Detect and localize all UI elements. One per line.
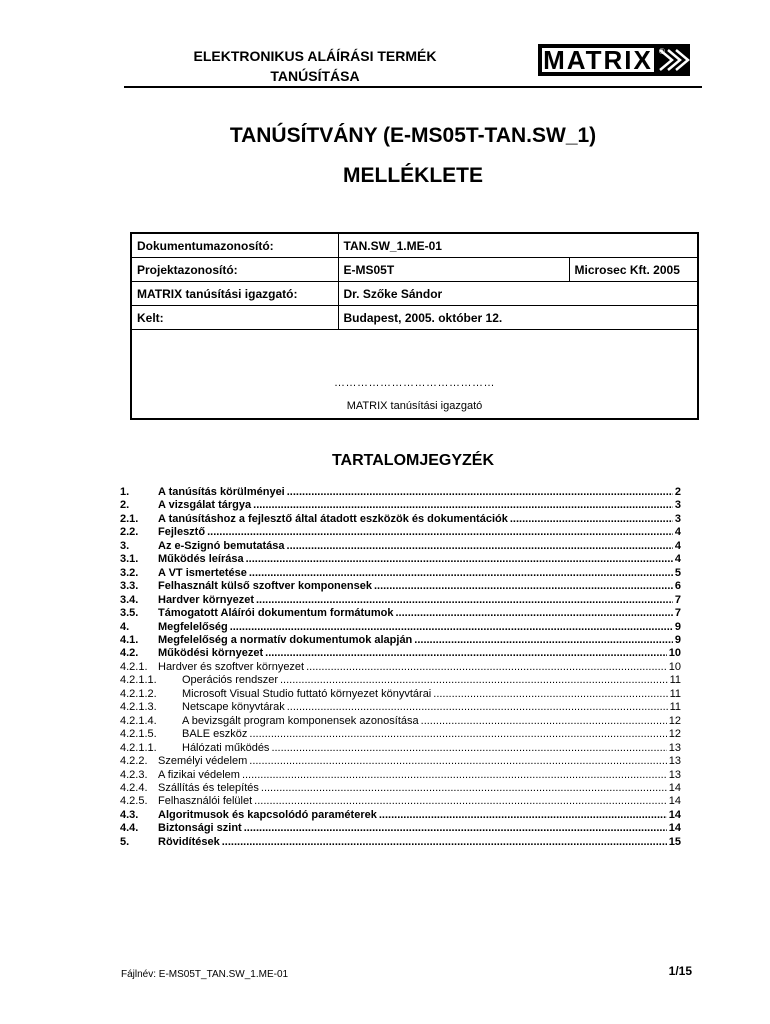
toc-page: 12 bbox=[668, 714, 681, 727]
toc-page: 15 bbox=[668, 835, 681, 848]
toc-item[interactable] bbox=[120, 674, 681, 687]
toc-item[interactable] bbox=[120, 634, 681, 647]
toc-page: 7 bbox=[674, 593, 681, 606]
toc-number: 4.4. bbox=[120, 822, 139, 835]
toc-item[interactable] bbox=[120, 769, 681, 782]
toc-page: 9 bbox=[674, 633, 681, 646]
header-title-line1: ELEKTRONIKUS ALÁÍRÁSI TERMÉK bbox=[193, 48, 437, 64]
toc-item[interactable] bbox=[120, 661, 681, 674]
toc-title: A tanúsításhoz a fejlesztő által átadott eszközök és dokumentációk bbox=[158, 512, 508, 525]
doc-id-value: TAN.SW_1.ME-01 bbox=[338, 234, 697, 258]
doc-id-label: Dokumentumazonosító: bbox=[132, 234, 338, 258]
toc-page: 13 bbox=[668, 741, 681, 754]
toc-number: 4.2.3. bbox=[120, 768, 148, 781]
toc-title: Támogatott Aláírói dokumentum formátumok bbox=[158, 607, 394, 620]
toc-item[interactable] bbox=[120, 526, 681, 539]
toc-title: Az e-Szignó bemutatása bbox=[158, 539, 285, 552]
toc-item[interactable] bbox=[120, 809, 681, 822]
toc-number: 4.2. bbox=[120, 647, 139, 660]
toc-page: 3 bbox=[674, 499, 681, 512]
toc-title: BALE eszköz bbox=[182, 728, 248, 741]
toc-number: 4.2.1.3. bbox=[120, 701, 157, 714]
toc-number: 2. bbox=[120, 499, 130, 512]
toc-item[interactable] bbox=[120, 822, 681, 835]
toc-page: 5 bbox=[674, 566, 681, 579]
toc-page: 10 bbox=[668, 647, 681, 660]
toc-title: A tanúsítás körülményei bbox=[158, 486, 285, 498]
info-row-date bbox=[132, 306, 697, 330]
toc-item[interactable] bbox=[120, 715, 681, 728]
document-title: TANÚSÍTVÁNY (E-MS05T-TAN.SW_1) bbox=[229, 124, 597, 147]
signature-line: …………………………………… bbox=[334, 377, 495, 389]
toc-title: Fejlesztő bbox=[158, 526, 206, 539]
toc-item[interactable] bbox=[120, 755, 681, 768]
toc-title: Működési környezet bbox=[158, 647, 264, 660]
toc-number: 5. bbox=[120, 835, 130, 848]
toc-page: 6 bbox=[674, 580, 681, 593]
toc-item[interactable] bbox=[120, 782, 681, 795]
toc-number: 3.5. bbox=[120, 607, 139, 620]
document-subtitle: MELLÉKLETE bbox=[343, 164, 483, 187]
toc-title: Algoritmusok és kapcsolódó paraméterek bbox=[158, 808, 377, 821]
toc-item[interactable] bbox=[120, 688, 681, 701]
toc-title: A VT ismertetése bbox=[158, 566, 247, 579]
toc-item[interactable] bbox=[120, 594, 681, 607]
project-id-value: E-MS05T bbox=[338, 258, 569, 282]
toc-page: 9 bbox=[674, 620, 681, 633]
toc-title: Felhasználói felület bbox=[158, 795, 253, 808]
document-info-table bbox=[132, 234, 697, 330]
toc-title: A bevizsgált program komponensek azonosítása bbox=[182, 714, 419, 727]
toc-number: 1. bbox=[120, 486, 130, 498]
footer-page-number: 1/15 bbox=[668, 964, 692, 978]
toc-item[interactable] bbox=[120, 701, 681, 714]
toc-title: Megfelelőség bbox=[158, 620, 228, 633]
toc-item[interactable] bbox=[120, 486, 681, 499]
toc-page: 13 bbox=[668, 768, 681, 781]
toc-item[interactable] bbox=[120, 553, 681, 566]
info-row-director bbox=[132, 282, 697, 306]
toc-item[interactable] bbox=[120, 607, 681, 620]
signature-label: MATRIX tanúsítási igazgató bbox=[346, 400, 483, 412]
toc-title: Microsoft Visual Studio futtató környezet könyvtárai bbox=[182, 687, 432, 700]
toc-title: A vizsgálat tárgya bbox=[158, 499, 252, 512]
footer-filename: Fájlnév: E-MS05T_TAN.SW_1.ME-01 bbox=[121, 969, 289, 980]
logo-registered-mark: ® bbox=[659, 47, 665, 56]
toc-page: 13 bbox=[668, 755, 681, 768]
header-divider bbox=[124, 86, 702, 88]
toc-item[interactable] bbox=[120, 621, 681, 634]
toc-title: Operációs rendszer bbox=[182, 674, 278, 687]
toc-item[interactable] bbox=[120, 836, 681, 849]
toc-item[interactable] bbox=[120, 728, 681, 741]
director-label: MATRIX tanúsítási igazgató: bbox=[132, 282, 338, 306]
toc-number: 4.2.5. bbox=[120, 795, 148, 808]
matrix-logo bbox=[538, 44, 690, 76]
toc-page: 4 bbox=[674, 539, 681, 552]
project-client: Microsec Kft. 2005 bbox=[569, 258, 697, 282]
director-value: Dr. Szőke Sándor bbox=[338, 282, 697, 306]
toc-number: 4. bbox=[120, 620, 130, 633]
toc-item[interactable] bbox=[120, 580, 681, 593]
toc-number: 4.1. bbox=[120, 633, 139, 646]
info-row-project-id bbox=[132, 258, 697, 282]
header-title bbox=[150, 46, 480, 86]
toc-item[interactable] bbox=[120, 567, 681, 580]
toc-heading: TARTALOMJEGYZÉK bbox=[331, 452, 495, 469]
toc-number: 4.2.1. bbox=[120, 660, 148, 673]
toc-number: 3.4. bbox=[120, 593, 139, 606]
toc-title: Biztonsági szint bbox=[158, 822, 242, 835]
toc-title: Hálózati működés bbox=[182, 741, 270, 754]
toc-title: A fizikai védelem bbox=[158, 768, 240, 781]
toc-title: Szállítás és telepítés bbox=[158, 781, 259, 794]
toc-title: Működés leírása bbox=[158, 553, 244, 566]
toc-number: 3. bbox=[120, 539, 130, 552]
toc-number: 2.1. bbox=[120, 512, 139, 525]
toc-title: Személyi védelem bbox=[158, 755, 248, 768]
toc-title: Hardver környezet bbox=[158, 593, 254, 606]
date-value: Budapest, 2005. október 12. bbox=[338, 306, 697, 330]
toc-number: 4.2.1.4. bbox=[120, 714, 157, 727]
toc-title: Megfelelőség a normatív dokumentumok alapján bbox=[158, 633, 413, 646]
toc-page: 10 bbox=[668, 660, 681, 673]
toc-number: 3.3. bbox=[120, 580, 139, 593]
toc-number: 2.2. bbox=[120, 526, 139, 539]
toc-title: Hardver és szoftver környezet bbox=[158, 660, 305, 673]
header-title-line2: TANÚSÍTÁSA bbox=[270, 68, 360, 84]
toc-number: 3.1. bbox=[120, 553, 139, 566]
toc-page: 3 bbox=[674, 512, 681, 525]
toc-page: 2 bbox=[674, 486, 681, 498]
toc-item[interactable] bbox=[120, 540, 681, 553]
toc-page: 4 bbox=[674, 553, 681, 566]
toc-item[interactable] bbox=[120, 499, 681, 512]
toc-page: 7 bbox=[674, 607, 681, 620]
toc-number: 4.2.1.1. bbox=[120, 741, 157, 754]
toc-item[interactable] bbox=[120, 647, 681, 660]
toc-title: Felhasznált külső szoftver komponensek bbox=[158, 580, 372, 593]
toc-title: Rövidítések bbox=[158, 835, 220, 848]
toc-number: 4.2.4. bbox=[120, 781, 148, 794]
date-label: Kelt: bbox=[132, 306, 338, 330]
toc-number: 4.2.1.1. bbox=[120, 674, 157, 687]
toc-page: 11 bbox=[669, 687, 681, 700]
toc-page: 14 bbox=[668, 795, 681, 808]
document-info-box bbox=[130, 232, 699, 420]
project-id-label: Projektazonosító: bbox=[132, 258, 338, 282]
toc-page: 11 bbox=[669, 701, 681, 714]
toc-page: 14 bbox=[668, 822, 681, 835]
toc-number: 3.2. bbox=[120, 566, 139, 579]
info-row-doc-id bbox=[132, 234, 697, 258]
toc-title: Netscape könyvtárak bbox=[182, 701, 285, 714]
toc-number: 4.2.1.5. bbox=[120, 728, 157, 741]
toc-item[interactable] bbox=[120, 513, 681, 526]
logo-text: MATRIX bbox=[543, 45, 653, 75]
table-of-contents bbox=[120, 486, 681, 849]
toc-item[interactable] bbox=[120, 742, 681, 755]
toc-number: 4.3. bbox=[120, 808, 139, 821]
toc-page: 11 bbox=[669, 674, 681, 687]
toc-number: 4.2.2. bbox=[120, 755, 148, 768]
toc-page: 4 bbox=[674, 526, 681, 539]
toc-page: 14 bbox=[668, 781, 681, 794]
toc-page: 14 bbox=[668, 808, 681, 821]
toc-page: 12 bbox=[668, 728, 681, 741]
toc-item[interactable] bbox=[120, 795, 681, 808]
toc-number: 4.2.1.2. bbox=[120, 687, 157, 700]
